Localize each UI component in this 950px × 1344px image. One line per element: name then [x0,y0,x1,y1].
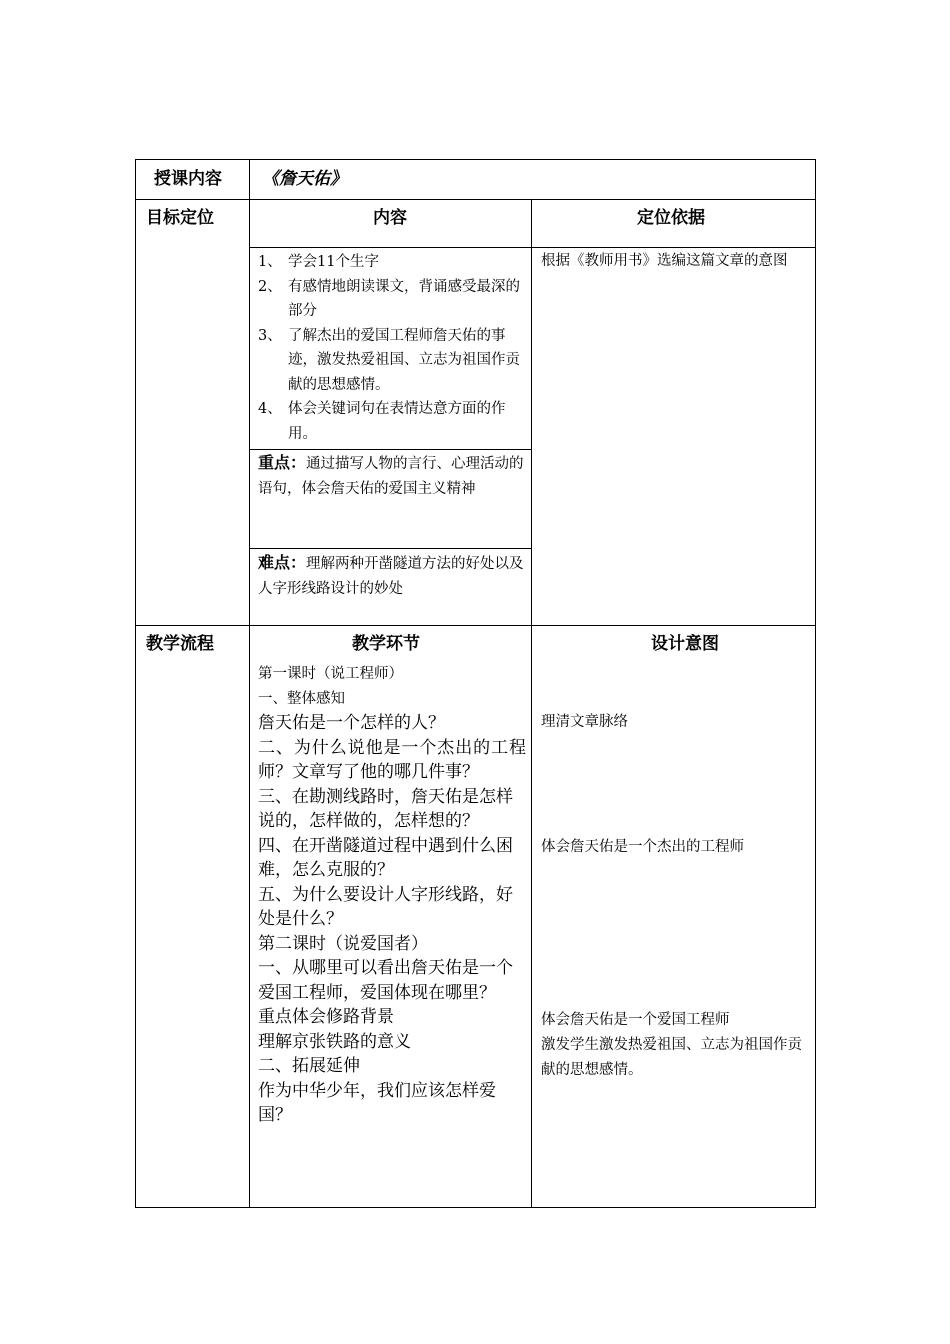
label-column-divider [249,159,250,1208]
basis-text: 根据《教师用书》选编这篇文章的意图 [541,253,788,269]
objective-item: 1、 学会11个生字 [258,254,379,270]
intent-structure: 理清文章脉络 [541,714,628,730]
table-border-top [135,159,816,160]
table-border-left [135,159,136,1208]
objective-item: 4、 体会关键词句在表情达意方面的作用。 [258,401,506,442]
content-column-divider [531,199,532,1208]
table-border-right [815,159,816,1208]
step-line: 四、在开凿隧道过程中遇到什么困难，怎么克服的？ [258,835,513,880]
flow-intent-header: 设计意图 [651,634,719,654]
step-line: 五、为什么要设计人字形线路，好处是什么？ [258,884,513,929]
difficulty-text: 理解两种开凿隧道方法的好处以及人字形线路设计的妙处 [258,556,524,597]
objective-item: 3、 了解杰出的爱国工程师詹天佑的事迹，激发热爱祖国、立志为祖国作贡献的思想感情。 [258,327,520,393]
objectives-divider [249,449,532,450]
objective-item: 2、 有感情地朗读课文，背诵感受最深的部分 [258,278,520,319]
step-line: 理解京张铁路的意义 [258,1031,411,1052]
step-line: 二、拓展延伸 [258,1056,360,1076]
intent-patriot: 体会詹天佑是一个爱国工程师 [541,1012,730,1028]
flow-label: 教学流程 [146,634,214,654]
key-point [258,451,526,501]
step-line: 一、整体感知 [258,690,345,707]
key-point-label: 重点： [258,453,307,472]
goal-content-header: 内容 [373,208,407,228]
step-line: 一、从哪里可以看出詹天佑是一个爱国工程师，爱国体现在哪里？ [258,958,513,1003]
goal-basis-header: 定位依据 [637,208,705,228]
intent-engineer: 体会詹天佑是一个杰出的工程师 [541,839,744,855]
step-line: 重点体会修路背景 [258,1007,394,1027]
table-border-bottom [135,1207,816,1208]
step-line: 作为中华少年，我们应该怎样爱国？ [258,1080,496,1125]
step-line: 詹天佑是一个怎样的人？ [258,713,445,733]
goal-label: 目标定位 [146,208,214,228]
flow-steps-header: 教学环节 [352,634,420,654]
teaching-steps [258,662,526,1128]
key-point-text: 通过描写人物的言行、心理活动的语句，体会詹天佑的爱国主义精神 [258,456,524,497]
objectives-list [256,250,528,446]
course-content-label: 授课内容 [154,169,222,189]
step-line: 二、为什么说他是一个杰出的工程师？文章写了他的哪几件事？ [258,737,526,782]
step-line: 第一课时（说工程师） [258,666,403,682]
keypoint-divider [249,548,532,549]
row-divider-flow [135,625,816,626]
goal-subheader-divider [249,247,816,248]
row-divider-header [135,199,816,200]
difficulty [258,551,526,601]
intent-inspire: 激发学生激发热爱祖国、立志为祖国作贡献的思想感情。 [541,1037,802,1078]
step-line: 第二课时（说爱国者） [258,933,428,954]
difficulty-label: 难点： [258,553,307,572]
step-line: 三、在勘测线路时，詹天佑是怎样说的，怎样做的，怎样想的？ [258,786,513,831]
course-title: 《詹天佑》 [262,169,347,189]
